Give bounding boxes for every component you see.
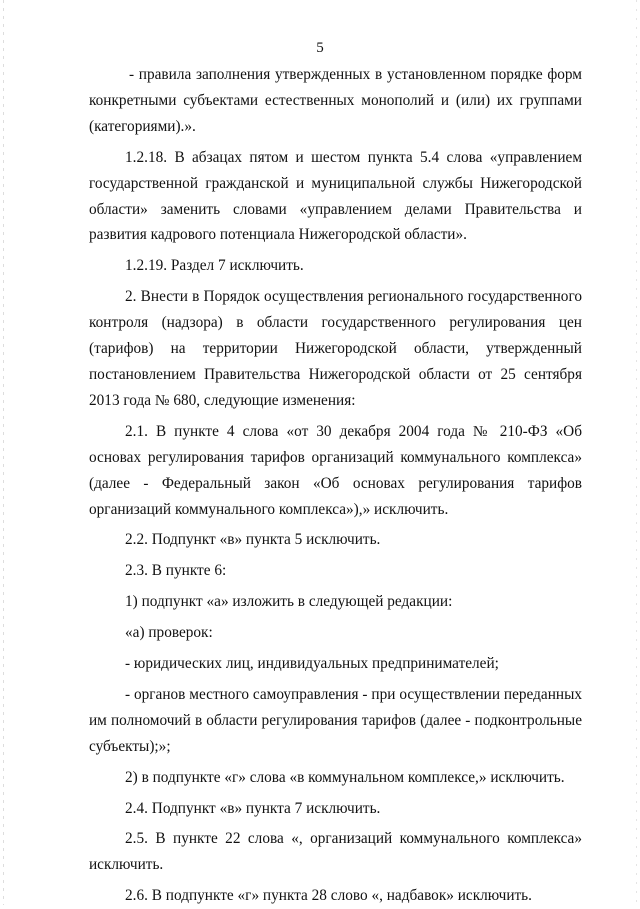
paragraph-2-5: 2.5. В пункте 22 слова «, организаций коммунального комплекса» исключить. xyxy=(89,830,582,874)
paragraph-2-4: 2.4. Подпункт «в» пункта 7 исключить. xyxy=(125,799,381,817)
paragraph-rules-item: - правила заполнения утвержденных в установленном порядке форм конкретными субъектами естественных монополий и (или) их группами (категориями).». xyxy=(89,66,582,135)
paragraph-2: 2. Внести в Порядок осуществления регионального государственного контроля (надзора) в области государственного регулирования цен (тарифов) на территории Нижегородской области, утвержденный постановлением Правительства Нижегородской области от 25 сентября 2013 года № 680, следующие изменения: xyxy=(89,288,582,409)
paragraph-local-authorities: - органов местного самоуправления - при осуществлении переданных им полномочий в области регулирования тарифов (далее - подконтрольные субъекты);»; xyxy=(89,685,582,755)
paragraph-2-3-item-2: 2) в подпункте «г» слова «в коммунальном комплексе,» исключить. xyxy=(125,768,565,786)
paragraph-2-3-item-1: 1) подпункт «а» изложить в следующей редакции: xyxy=(125,593,453,611)
paragraph-legal-entities: - юридических лиц, индивидуальных предпринимателей; xyxy=(125,655,499,673)
document-body xyxy=(89,62,582,909)
page-number: 5 xyxy=(316,40,324,56)
scan-edge-left xyxy=(3,0,4,905)
scan-edge-right xyxy=(636,0,637,905)
paragraph-2-1: 2.1. В пункте 4 слова «от 30 декабря 2004 года № 210-ФЗ «Об основах регулирования тарифов организаций коммунального комплекса» (далее - Федеральный закон «Об основах регулирования тарифов организаций коммунального комплекса»),» исключить. xyxy=(89,422,582,518)
paragraph-2-6: 2.6. В подпункте «г» пункта 28 слово «, надбавок» исключить. xyxy=(125,887,532,905)
paragraph-inspections: «а) проверок: xyxy=(125,624,213,642)
paragraph-2-3: 2.3. В пункте 6: xyxy=(125,562,227,580)
paragraph-2-2: 2.2. Подпункт «в» пункта 5 исключить. xyxy=(125,531,381,549)
paragraph-1-2-18: 1.2.18. В абзацах пятом и шестом пункта 5.4 слова «управлением государственной гражданской и муниципальной службы Нижегородской области» заменить словами «управлением делами Правительства и развития кадрового потенциала Нижегородской области». xyxy=(89,148,582,244)
paragraph-1-2-19: 1.2.19. Раздел 7 исключить. xyxy=(125,257,304,275)
